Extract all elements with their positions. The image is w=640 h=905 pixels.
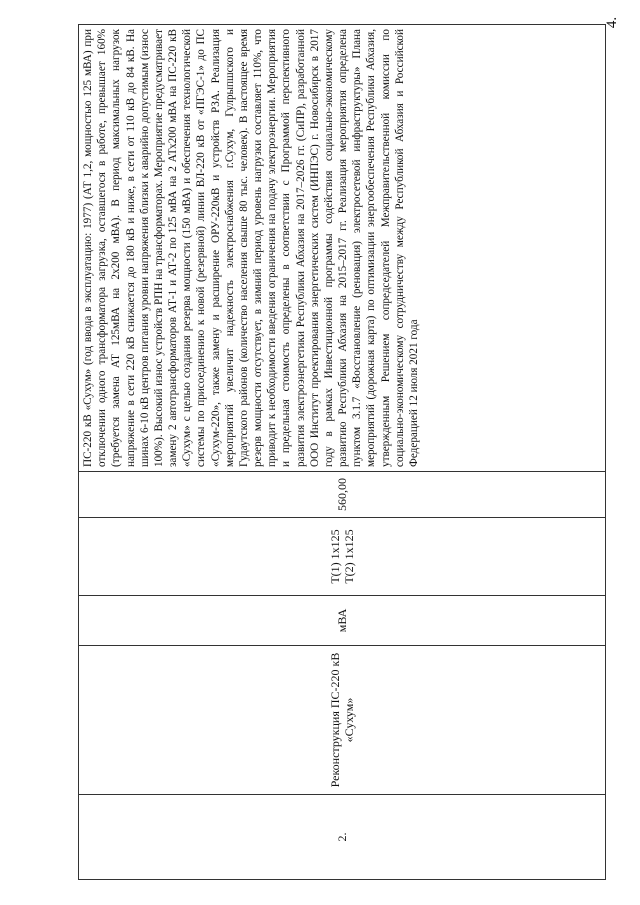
project-name: Реконструкция ПС-220 кВ «Сухум»: [327, 652, 356, 788]
unit-cell: [79, 596, 606, 646]
page-number: 4.: [603, 16, 620, 29]
rotated-table-sheet: [78, 25, 606, 880]
parameters: Т(1) 1х125 Т(2) 1х125: [327, 529, 356, 584]
row-number-cell: [79, 795, 606, 880]
parameters-cell: [79, 518, 606, 596]
table-row: [79, 25, 606, 880]
cost: 560,00: [334, 478, 349, 511]
cost-cell: [79, 472, 606, 518]
unit: мВА: [334, 608, 349, 633]
row-number: 2.: [334, 832, 349, 842]
description: ПС-220 кВ «Сухум» (год ввода в эксплуатацию: 1977) (АТ 1,2, мощностью 125 мВА) при отключении одного трансформатора загрузка, оставшегося в работе, превышает 160% (требуется замена АТ 125мВА на 2х200 мВА). В период максимальных нагрузок напряжение в сети 220 кВ снижается до 180 кВ и ниже, в сети от 110 кВ до 84 кВ. На шинах 6-10 кВ центров питания уровни напряжения близки к аварийно допустимым (износ 100%). Высокий износ устройств РПН на трансформаторах. Мероприятие предусматривает замену 2 автотрансформаторов АТ-1 и АТ-2 по 125 мВА на 2 АТх200 мВА на ПС-220 кВ «Сухум» с целью создания резерва мощности (150 мВА) и обеспечения технологической системы по присоединению к новой (резервной) линии ВЛ-220 кВ от «ПГЭС-1» до ПС «Сухум-220», также замену и расширение ОРУ-220кВ и устройств РЗА. Реализация мероприятий увеличит надежность электроснабжения г.Сухум, Гулрыпшского и Гудаутского районов (количество населения свыше 80 тыс. человек). В настоящее время резерв мощности отсутствует, в зимний период уровень нагрузки составляет 110%, что приводит к необходимости введения ограничения на подачу электроэнергии. Мероприятия и предельная стоимость определены в соответствии с Программой перспективного развития электроэнергетики Республики Абхазия на 2017–2026 гг. (СиПР), разработанной ООО Институт проектирования энергетических систем (ИНПЭС) г. Новосибирск в 2017 году в рамках Инвестиционной программы содействия социально-экономическому развитию Республики Абхазия на 2015–2017 гг. Реализация мероприятия определена пунктом 3.1.7 «Восстановление (реновация) электросетевой инфраструктуры» Плана мероприятий (дорожная карта) по оптимизации энергообеспечения Республики Абхазия, утвержденным Решением сопредседателей Межправительственной комиссии по социально-экономическому сотрудничеству между Республикой Абхазия и Российской Федерацией 12 июля 2021 года: [82, 29, 420, 467]
projects-table: [78, 24, 606, 880]
project-name-cell: [79, 646, 606, 795]
description-cell: [79, 25, 606, 472]
